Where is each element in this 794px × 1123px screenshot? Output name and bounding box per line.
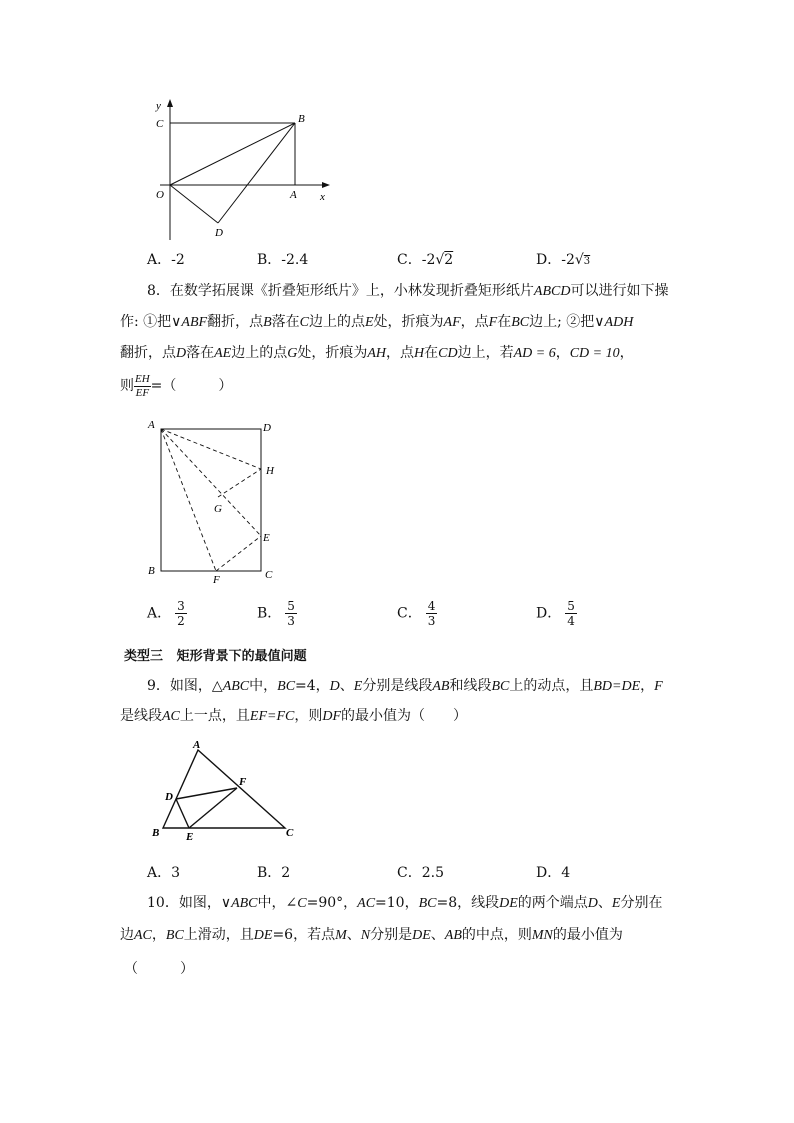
- label-G: G: [214, 503, 222, 515]
- q8-line-2: 作: ①把∨ABF翻折，点B落在C边上的点E处，折痕为AF，点F在BC边上; ②把∨ADH: [120, 314, 634, 330]
- rectangle-ABCD: [161, 429, 261, 571]
- q8-option-b[interactable]: B． $\frac{5}{3}$: [257, 599, 295, 628]
- segment-DF: [176, 788, 237, 799]
- label-A: A: [148, 419, 155, 431]
- label-D: D: [215, 227, 223, 239]
- q7-option-a[interactable]: A．-2: [147, 252, 185, 268]
- label-B: B: [298, 113, 305, 125]
- x-axis-arrow: [322, 182, 330, 188]
- q7-option-d[interactable]: D．-2√3: [536, 252, 591, 268]
- q8-option-c[interactable]: C． $\frac{4}{3}$: [397, 599, 436, 628]
- label-F: F: [239, 776, 247, 788]
- dashed-AH: [161, 429, 261, 469]
- q10-answer-parens: （ ）: [124, 961, 194, 977]
- dashed-FE: [216, 536, 261, 571]
- segment-DB: [218, 123, 295, 223]
- q9-option-b[interactable]: B．2: [257, 865, 291, 881]
- label-C: C: [156, 118, 164, 130]
- label-C: C: [265, 569, 273, 581]
- label-D: D: [263, 422, 271, 434]
- label-H: H: [266, 465, 274, 477]
- fraction-EH-EF: $\frac{EH}{EF}$: [135, 372, 150, 399]
- q7-option-c[interactable]: C．-2√2: [397, 252, 454, 268]
- q10-line-2: 边AC，BC上滑动，且DE=6，若点M、N分别是DE、AB的中点，则MN的最小值为: [120, 927, 623, 943]
- dashed-AF: [161, 429, 216, 571]
- q9-option-a[interactable]: A．3: [147, 865, 181, 881]
- triangle-ABC: [163, 750, 285, 828]
- segment-EF: [189, 788, 237, 828]
- label-C: C: [286, 827, 294, 839]
- q9-option-c[interactable]: C．2.5: [397, 865, 444, 881]
- q9-line-1: 9．如图，△ABC中，BC=4，D、E分别是线段AB和线段BC上的动点，且BD=DE，F: [147, 678, 663, 694]
- label-x: x: [320, 191, 325, 203]
- segment-OB: [170, 123, 295, 185]
- label-B: B: [152, 827, 160, 839]
- q8-line-3: 翻折，点D落在AE边上的点G处，折痕为AH，点H在CD边上，若AD = 6，CD = 10，: [120, 345, 634, 361]
- figure-triangle: [140, 738, 300, 843]
- label-y: y: [156, 100, 161, 112]
- segment-OD: [170, 185, 218, 223]
- y-axis-arrow: [167, 99, 173, 107]
- label-E: E: [186, 831, 194, 843]
- sqrt-sign: √: [435, 252, 445, 268]
- q9-option-d[interactable]: D．4: [536, 865, 571, 881]
- q8-line-4: 则 $\frac{EH}{EF}$ =（ ）: [120, 372, 233, 399]
- figure-coordinate: [140, 95, 340, 245]
- q8-line-1: 8．在数学拓展课《折叠矩形纸片》上，小林发现折叠矩形纸片ABCD可以进行如下操: [147, 283, 669, 299]
- q8-option-d[interactable]: D． $\frac{5}{4}$: [536, 599, 575, 628]
- dashed-GH: [218, 469, 261, 497]
- section-heading: 类型三 矩形背景下的最值问题: [124, 649, 307, 664]
- label-A: A: [290, 189, 297, 201]
- label-A: A: [193, 739, 201, 751]
- label-O: O: [156, 189, 164, 201]
- q10-line-1: 10．如图，∨ABC中，∠C=90°，AC=10，BC=8，线段DE的两个端点D、E分别在: [147, 895, 663, 911]
- label-D: D: [165, 791, 173, 803]
- q8-option-a[interactable]: A． $\frac{3}{2}$: [147, 599, 185, 628]
- label-B: B: [148, 565, 155, 577]
- figure-rectangle-fold: [140, 414, 290, 589]
- label-F: F: [213, 574, 220, 586]
- segment-DE: [176, 799, 189, 828]
- q9-line-2: 是线段AC上一点，且EF=FC，则DF的最小值为（ ）: [120, 708, 468, 724]
- label-E: E: [263, 532, 270, 544]
- q7-option-b[interactable]: B．-2.4: [257, 252, 309, 268]
- sqrt-sign: √: [574, 252, 584, 268]
- dashed-AE: [161, 429, 261, 536]
